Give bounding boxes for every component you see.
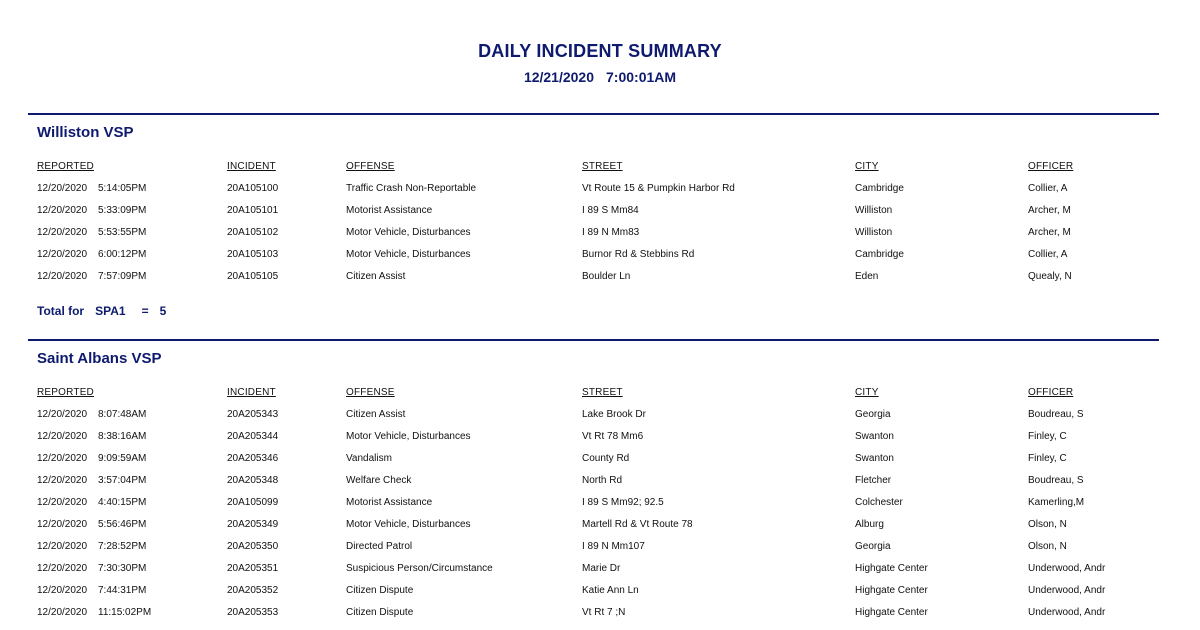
column-header-street: STREET: [582, 161, 623, 172]
table-row: [0, 558, 1200, 580]
street-cell: North Rd: [582, 475, 623, 486]
reported-cell: [37, 200, 146, 222]
incident-cell: 20A105100: [227, 183, 279, 194]
section-total: [37, 303, 166, 319]
reported-time: 5:53:55PM: [98, 227, 147, 238]
reported-cell: [37, 602, 151, 624]
reported-date: 12/20/2020: [37, 431, 88, 442]
table-row: [0, 514, 1200, 536]
offense-cell: Directed Patrol: [346, 541, 413, 552]
incident-cell: 20A205351: [227, 563, 279, 574]
offense-cell: Traffic Crash Non-Reportable: [346, 183, 477, 194]
street-cell: Katie Ann Ln: [582, 585, 639, 596]
street-cell: Lake Brook Dr: [582, 409, 646, 420]
city-cell: Cambridge: [855, 249, 904, 260]
offense-cell: Motor Vehicle, Disturbances: [346, 431, 471, 442]
street-cell: Marie Dr: [582, 563, 621, 574]
offense-cell: Citizen Assist: [346, 271, 406, 282]
reported-date: 12/20/2020: [37, 585, 88, 596]
city-cell: Highgate Center: [855, 563, 928, 574]
section-divider: [28, 339, 1159, 341]
city-cell: Swanton: [855, 431, 894, 442]
reported-cell: [37, 492, 146, 514]
column-header-reported: REPORTED: [37, 161, 94, 172]
city-cell: Highgate Center: [855, 607, 928, 618]
city-cell: Swanton: [855, 453, 894, 464]
offense-cell: Vandalism: [346, 453, 392, 464]
offense-cell: Motorist Assistance: [346, 497, 433, 508]
column-header-officer: OFFICER: [1028, 387, 1074, 398]
section-title-williston: Williston VSP: [37, 124, 134, 141]
incident-cell: 20A205349: [227, 519, 279, 530]
reported-cell: [37, 404, 146, 426]
report-header: [0, 40, 1200, 86]
reported-date: 12/20/2020: [37, 249, 88, 260]
table-row: [0, 200, 1200, 222]
officer-cell: Olson, N: [1028, 519, 1067, 530]
reported-cell: [37, 470, 146, 492]
table-row: [0, 580, 1200, 602]
reported-date: 12/20/2020: [37, 541, 88, 552]
offense-cell: Motor Vehicle, Disturbances: [346, 249, 471, 260]
table-row: [0, 602, 1200, 624]
reported-time: 7:30:30PM: [98, 563, 147, 574]
officer-cell: Underwood, Andr: [1028, 585, 1106, 596]
offense-cell: Citizen Assist: [346, 409, 406, 420]
reported-cell: [37, 426, 146, 448]
table-row: [0, 244, 1200, 266]
offense-cell: Suspicious Person/Circumstance: [346, 563, 493, 574]
reported-cell: [37, 580, 146, 602]
column-header-reported: REPORTED: [37, 387, 94, 398]
street-cell: Martell Rd & Vt Route 78: [582, 519, 693, 530]
reported-cell: [37, 558, 146, 580]
officer-cell: Olson, N: [1028, 541, 1067, 552]
offense-cell: Citizen Dispute: [346, 585, 414, 596]
incident-cell: 20A205344: [227, 431, 279, 442]
street-cell: Vt Route 15 & Pumpkin Harbor Rd: [582, 183, 735, 194]
total-equals: =: [141, 304, 149, 318]
city-cell: Fletcher: [855, 475, 892, 486]
reported-cell: [37, 536, 146, 558]
table-row: [0, 404, 1200, 426]
city-cell: Eden: [855, 271, 879, 282]
city-cell: Georgia: [855, 541, 891, 552]
street-cell: Boulder Ln: [582, 271, 631, 282]
offense-cell: Motorist Assistance: [346, 205, 433, 216]
street-cell: I 89 N Mm83: [582, 227, 640, 238]
total-code: SPA1: [95, 304, 126, 318]
officer-cell: Boudreau, S: [1028, 409, 1084, 420]
column-header-street: STREET: [582, 387, 623, 398]
report-time: 7:00:01AM: [606, 69, 677, 85]
officer-cell: Collier, A: [1028, 249, 1068, 260]
street-cell: Burnor Rd & Stebbins Rd: [582, 249, 695, 260]
reported-date: 12/20/2020: [37, 453, 88, 464]
table-row: [0, 266, 1200, 288]
reported-date: 12/20/2020: [37, 271, 88, 282]
street-cell: Vt Rt 78 Mm6: [582, 431, 644, 442]
incident-cell: 20A205346: [227, 453, 279, 464]
city-cell: Colchester: [855, 497, 903, 508]
street-cell: I 89 S Mm92; 92.5: [582, 497, 664, 508]
reported-time: 8:07:48AM: [98, 409, 147, 420]
column-header-incident: INCIDENT: [227, 387, 276, 398]
offense-cell: Motor Vehicle, Disturbances: [346, 227, 471, 238]
officer-cell: Archer, M: [1028, 205, 1071, 216]
reported-time: 9:09:59AM: [98, 453, 147, 464]
offense-cell: Citizen Dispute: [346, 607, 414, 618]
officer-cell: Boudreau, S: [1028, 475, 1084, 486]
column-header-officer: OFFICER: [1028, 161, 1074, 172]
street-cell: County Rd: [582, 453, 630, 464]
city-cell: Highgate Center: [855, 585, 928, 596]
total-label: Total for: [37, 304, 85, 318]
street-cell: I 89 N Mm107: [582, 541, 645, 552]
city-cell: Williston: [855, 205, 893, 216]
table-row: [0, 470, 1200, 492]
officer-cell: Archer, M: [1028, 227, 1071, 238]
reported-time: 6:00:12PM: [98, 249, 147, 260]
reported-date: 12/20/2020: [37, 409, 88, 420]
reported-date: 12/20/2020: [37, 475, 88, 486]
reported-date: 12/20/2020: [37, 205, 88, 216]
reported-date: 12/20/2020: [37, 563, 88, 574]
section-divider: [28, 113, 1159, 115]
reported-time: 7:57:09PM: [98, 271, 147, 282]
city-cell: Cambridge: [855, 183, 904, 194]
officer-cell: Finley, C: [1028, 431, 1067, 442]
column-header-city: CITY: [855, 387, 879, 398]
officer-cell: Quealy, N: [1028, 271, 1072, 282]
reported-time: 4:40:15PM: [98, 497, 147, 508]
reported-time: 5:33:09PM: [98, 205, 147, 216]
reported-cell: [37, 244, 146, 266]
reported-cell: [37, 448, 146, 470]
city-cell: Georgia: [855, 409, 891, 420]
officer-cell: Collier, A: [1028, 183, 1068, 194]
incident-cell: 20A205343: [227, 409, 279, 420]
reported-time: 3:57:04PM: [98, 475, 147, 486]
report-datetime: [0, 68, 1200, 86]
report-date: 12/21/2020: [523, 69, 595, 85]
table-row: [0, 492, 1200, 514]
incident-cell: 20A205352: [227, 585, 279, 596]
column-header-city: CITY: [855, 161, 879, 172]
reported-time: 7:28:52PM: [98, 541, 147, 552]
reported-cell: [37, 266, 146, 288]
reported-time: 11:15:02PM: [98, 607, 152, 618]
incident-cell: 20A205350: [227, 541, 279, 552]
offense-cell: Welfare Check: [346, 475, 412, 486]
incident-cell: 20A205353: [227, 607, 279, 618]
section-title-saint-albans: Saint Albans VSP: [37, 350, 162, 367]
reported-date: 12/20/2020: [37, 183, 88, 194]
offense-cell: Motor Vehicle, Disturbances: [346, 519, 471, 530]
incident-cell: 20A105103: [227, 249, 279, 260]
column-header-offense: OFFENSE: [346, 387, 395, 398]
incident-cell: 20A105105: [227, 271, 279, 282]
reported-date: 12/20/2020: [37, 227, 88, 238]
officer-cell: Underwood, Andr: [1028, 607, 1106, 618]
table-row: [0, 536, 1200, 558]
reported-time: 7:44:31PM: [98, 585, 147, 596]
officer-cell: Underwood, Andr: [1028, 563, 1106, 574]
reported-cell: [37, 514, 146, 536]
table-row: [0, 448, 1200, 470]
reported-date: 12/20/2020: [37, 607, 88, 618]
street-cell: I 89 S Mm84: [582, 205, 639, 216]
reported-cell: [37, 222, 146, 244]
incident-cell: 20A105101: [227, 205, 279, 216]
reported-time: 5:14:05PM: [98, 183, 147, 194]
incident-cell: 20A105102: [227, 227, 279, 238]
reported-date: 12/20/2020: [37, 497, 88, 508]
column-header-offense: OFFENSE: [346, 161, 395, 172]
city-cell: Alburg: [855, 519, 884, 530]
city-cell: Williston: [855, 227, 893, 238]
reported-time: 8:38:16AM: [98, 431, 147, 442]
table-row: [0, 426, 1200, 448]
reported-cell: [37, 178, 146, 200]
officer-cell: Finley, C: [1028, 453, 1067, 464]
column-header-row: [0, 156, 1200, 178]
table-row: [0, 222, 1200, 244]
column-header-incident: INCIDENT: [227, 161, 276, 172]
table-row: [0, 178, 1200, 200]
reported-time: 5:56:46PM: [98, 519, 147, 530]
column-header-row: [0, 382, 1200, 404]
street-cell: Vt Rt 7 ;N: [582, 607, 626, 618]
incident-cell: 20A105099: [227, 497, 279, 508]
total-count: 5: [159, 304, 167, 318]
report-title: DAILY INCIDENT SUMMARY: [478, 41, 722, 61]
reported-date: 12/20/2020: [37, 519, 88, 530]
incident-cell: 20A205348: [227, 475, 279, 486]
officer-cell: Kamerling,M: [1028, 497, 1085, 508]
